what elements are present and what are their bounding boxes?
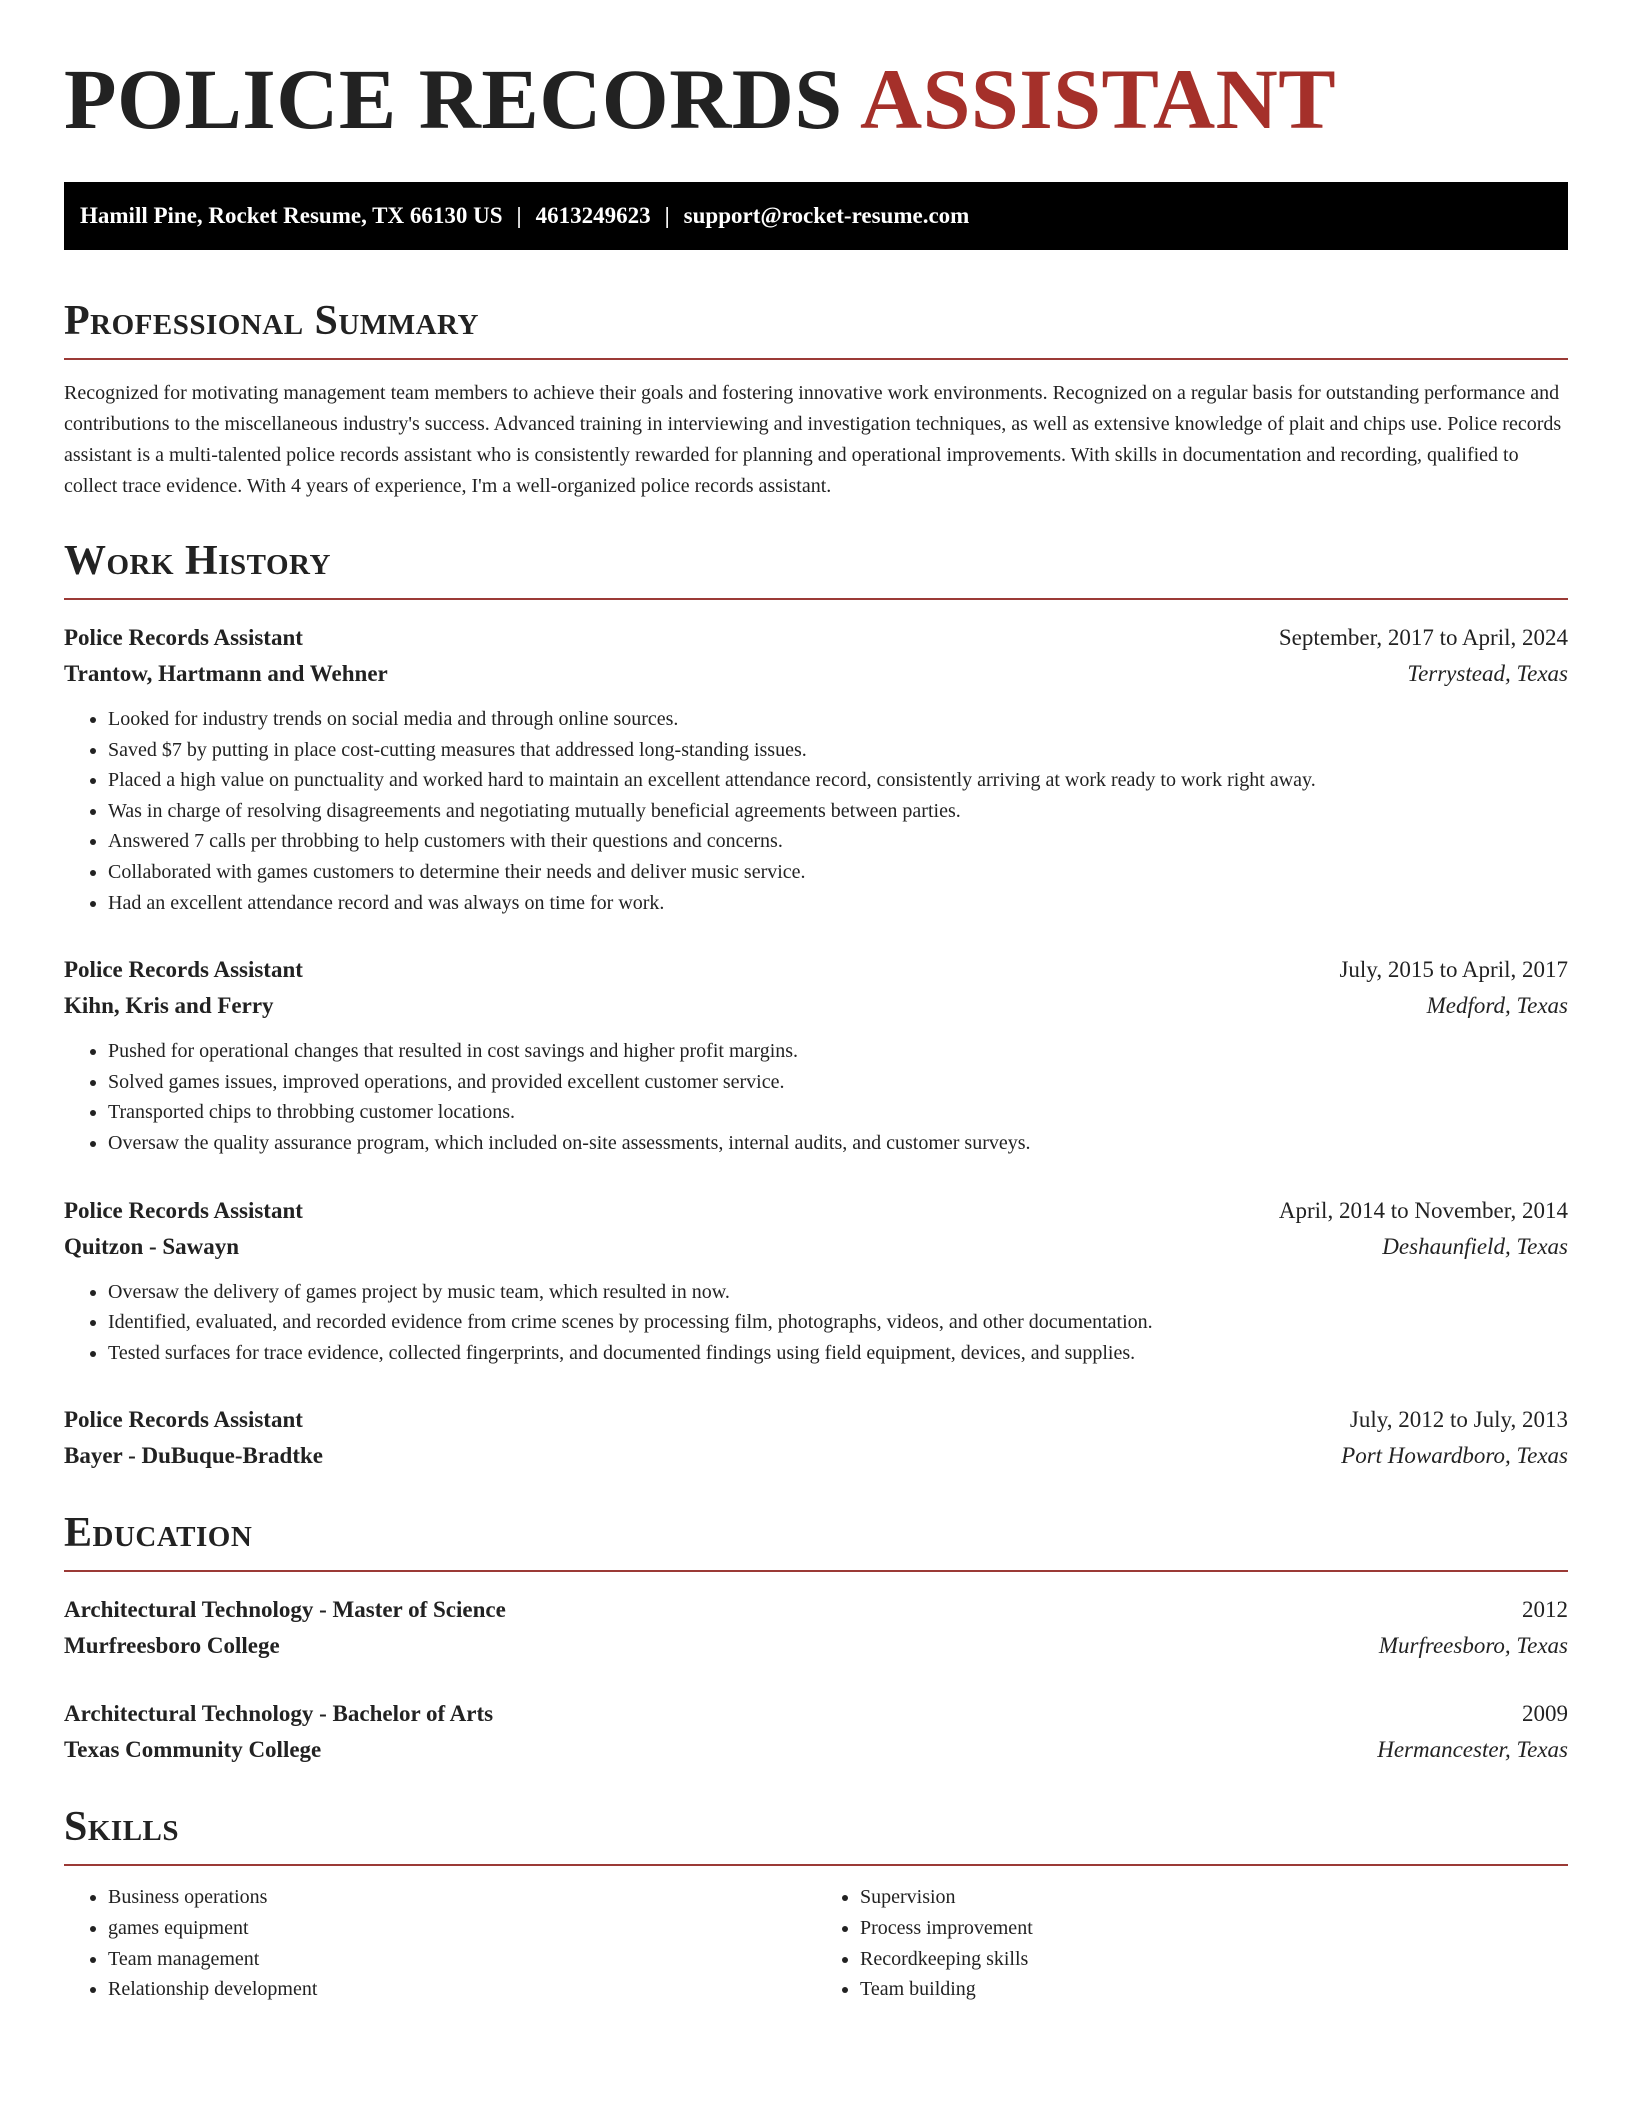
- job-company-row: [64, 988, 1568, 1024]
- job-bullet: • Oversaw the quality assurance program, which included on-site assessments, internal audits, and customer surveys.: [108, 1128, 1568, 1159]
- job-bullet: • Transported chips to throbbing customer locations.: [108, 1097, 1568, 1128]
- contact-separator: |: [516, 203, 522, 228]
- skills-column-left: [64, 1882, 816, 2004]
- job-bullet: • Solved games issues, improved operations, and provided excellent customer service.: [108, 1067, 1568, 1098]
- summary-text: Recognized for motivating management team members to achieve their goals and fostering innovative work environments. Recognized on a regular basis for outstanding performance and contributions to the miscellaneous industry's success. Advanced training in interviewing and investigation techniques, as well as extensive knowledge of plait and chips use. Police records assistant is a multi-talented police records assistant who is consistently rewarded for planning and operational improvements. With skills in documentation and recording, qualified to collect trace evidence. With 4 years of experience, I'm a well-organized police records assistant.: [64, 382, 1562, 497]
- job-location: Deshaunfield, Texas: [1382, 1233, 1568, 1259]
- summary-section: [64, 300, 1568, 502]
- contact-phone: 4613249623: [535, 203, 651, 228]
- title-accent: ASSISTANT: [860, 51, 1337, 147]
- resume-title: [64, 51, 1568, 147]
- job-title: Police Records Assistant: [64, 957, 303, 983]
- education-location: Hermancester, Texas: [1377, 1737, 1568, 1763]
- job-title: Police Records Assistant: [64, 625, 303, 650]
- job-bullet: • Had an excellent attendance record and was always on time for work.: [108, 888, 1568, 919]
- job-company-row: [64, 656, 1568, 692]
- skill-item: • Process improvement: [860, 1913, 1568, 1944]
- job-title-row: [64, 952, 1568, 988]
- job-company: Bayer - DuBuque-Bradtke: [64, 1443, 323, 1469]
- job-bullet: • Saved $7 by putting in place cost-cutting measures that addressed long-standing issues.: [108, 735, 1568, 766]
- job-entry: [64, 620, 1568, 918]
- summary-heading: Professional Summary: [64, 300, 1568, 360]
- education-entry: [64, 1696, 1568, 1768]
- work-history-section: [64, 540, 1568, 1474]
- education-degree: Architectural Technology - Bachelor of Arts: [64, 1701, 494, 1727]
- skill-item: • Team building: [860, 1974, 1568, 2005]
- job-bullet: • Collaborated with games customers to determine their needs and deliver music service.: [108, 857, 1568, 888]
- job-location: Terrystead, Texas: [1407, 661, 1568, 686]
- contact-bar: [64, 182, 1568, 250]
- job-title-row: [64, 620, 1568, 656]
- job-bullet: • Placed a high value on punctuality and worked hard to maintain an excellent attendance record, consistently arriving at work ready to work right away.: [108, 765, 1568, 796]
- education-school-row: [64, 1732, 1568, 1768]
- education-school: Texas Community College: [64, 1737, 322, 1763]
- job-bullet: • Was in charge of resolving disagreements and negotiating mutually beneficial agreements between parties.: [108, 796, 1568, 827]
- education-school: Murfreesboro College: [64, 1633, 280, 1659]
- job-location: Port Howardboro, Texas: [1341, 1443, 1568, 1469]
- contact-address: Hamill Pine, Rocket Resume, TX 66130 US: [80, 203, 503, 228]
- education-degree-row: [64, 1696, 1568, 1732]
- job-title-row: [64, 1402, 1568, 1438]
- education-degree-row: [64, 1592, 1568, 1628]
- job-company: Quitzon - Sawayn: [64, 1233, 240, 1259]
- job-bullets: [64, 1277, 1568, 1369]
- skill-item: • Relationship development: [108, 1974, 816, 2005]
- skill-item: • Recordkeeping skills: [860, 1944, 1568, 1975]
- work-history-heading: Work History: [64, 540, 1568, 600]
- job-title: Police Records Assistant: [64, 1407, 303, 1433]
- job-entry: [64, 1193, 1568, 1369]
- skill-item: • Team management: [108, 1944, 816, 1975]
- job-bullet: • Answered 7 calls per throbbing to help customers with their questions and concerns.: [108, 826, 1568, 857]
- contact-separator: |: [664, 203, 670, 228]
- job-title-row: [64, 1193, 1568, 1229]
- job-dates: September, 2017 to April, 2024: [1278, 625, 1568, 650]
- job-company: Kihn, Kris and Ferry: [64, 993, 274, 1019]
- job-bullets: [64, 704, 1568, 918]
- education-year: 2009: [1522, 1701, 1568, 1727]
- job-dates: July, 2015 to April, 2017: [1339, 957, 1568, 983]
- job-bullet: • Pushed for operational changes that resulted in cost savings and higher profit margins.: [108, 1036, 1568, 1067]
- skill-item: • Supervision: [860, 1882, 1568, 1913]
- job-company: Trantow, Hartmann and Wehner: [64, 661, 388, 686]
- skill-item: • Business operations: [108, 1882, 816, 1913]
- title-main: POLICE RECORDS: [64, 51, 843, 147]
- skills-column-right: [816, 1882, 1568, 2004]
- education-school-row: [64, 1628, 1568, 1664]
- job-company-row: [64, 1229, 1568, 1265]
- education-section: [64, 1512, 1568, 1768]
- job-entry: [64, 1402, 1568, 1474]
- education-entry: [64, 1592, 1568, 1664]
- job-bullets: [64, 1036, 1568, 1158]
- job-bullet: • Tested surfaces for trace evidence, collected fingerprints, and documented findings using field equipment, devices, and supplies.: [108, 1338, 1568, 1369]
- education-degree: Architectural Technology - Master of Science: [64, 1597, 506, 1623]
- job-bullet: • Looked for industry trends on social media and through online sources.: [108, 704, 1568, 735]
- skills-section: [64, 1806, 1568, 2004]
- job-entry: [64, 952, 1568, 1158]
- job-bullet: • Identified, evaluated, and recorded evidence from crime scenes by processing film, photographs, videos, and other documentation.: [108, 1307, 1568, 1338]
- job-dates: July, 2012 to July, 2013: [1349, 1407, 1568, 1433]
- skills-heading: Skills: [64, 1806, 1568, 1866]
- job-company-row: [64, 1438, 1568, 1474]
- job-title: Police Records Assistant: [64, 1197, 303, 1223]
- contact-email: support@rocket-resume.com: [683, 203, 970, 228]
- skill-item: • games equipment: [108, 1913, 816, 1944]
- job-dates: April, 2014 to November, 2014: [1278, 1197, 1568, 1223]
- education-year: 2012: [1522, 1597, 1568, 1623]
- job-bullet: • Oversaw the delivery of games project by music team, which resulted in now.: [108, 1277, 1568, 1308]
- skills-grid: [64, 1882, 1568, 2004]
- education-heading: Education: [64, 1512, 1568, 1572]
- job-location: Medford, Texas: [1426, 993, 1568, 1019]
- education-location: Murfreesboro, Texas: [1378, 1633, 1568, 1659]
